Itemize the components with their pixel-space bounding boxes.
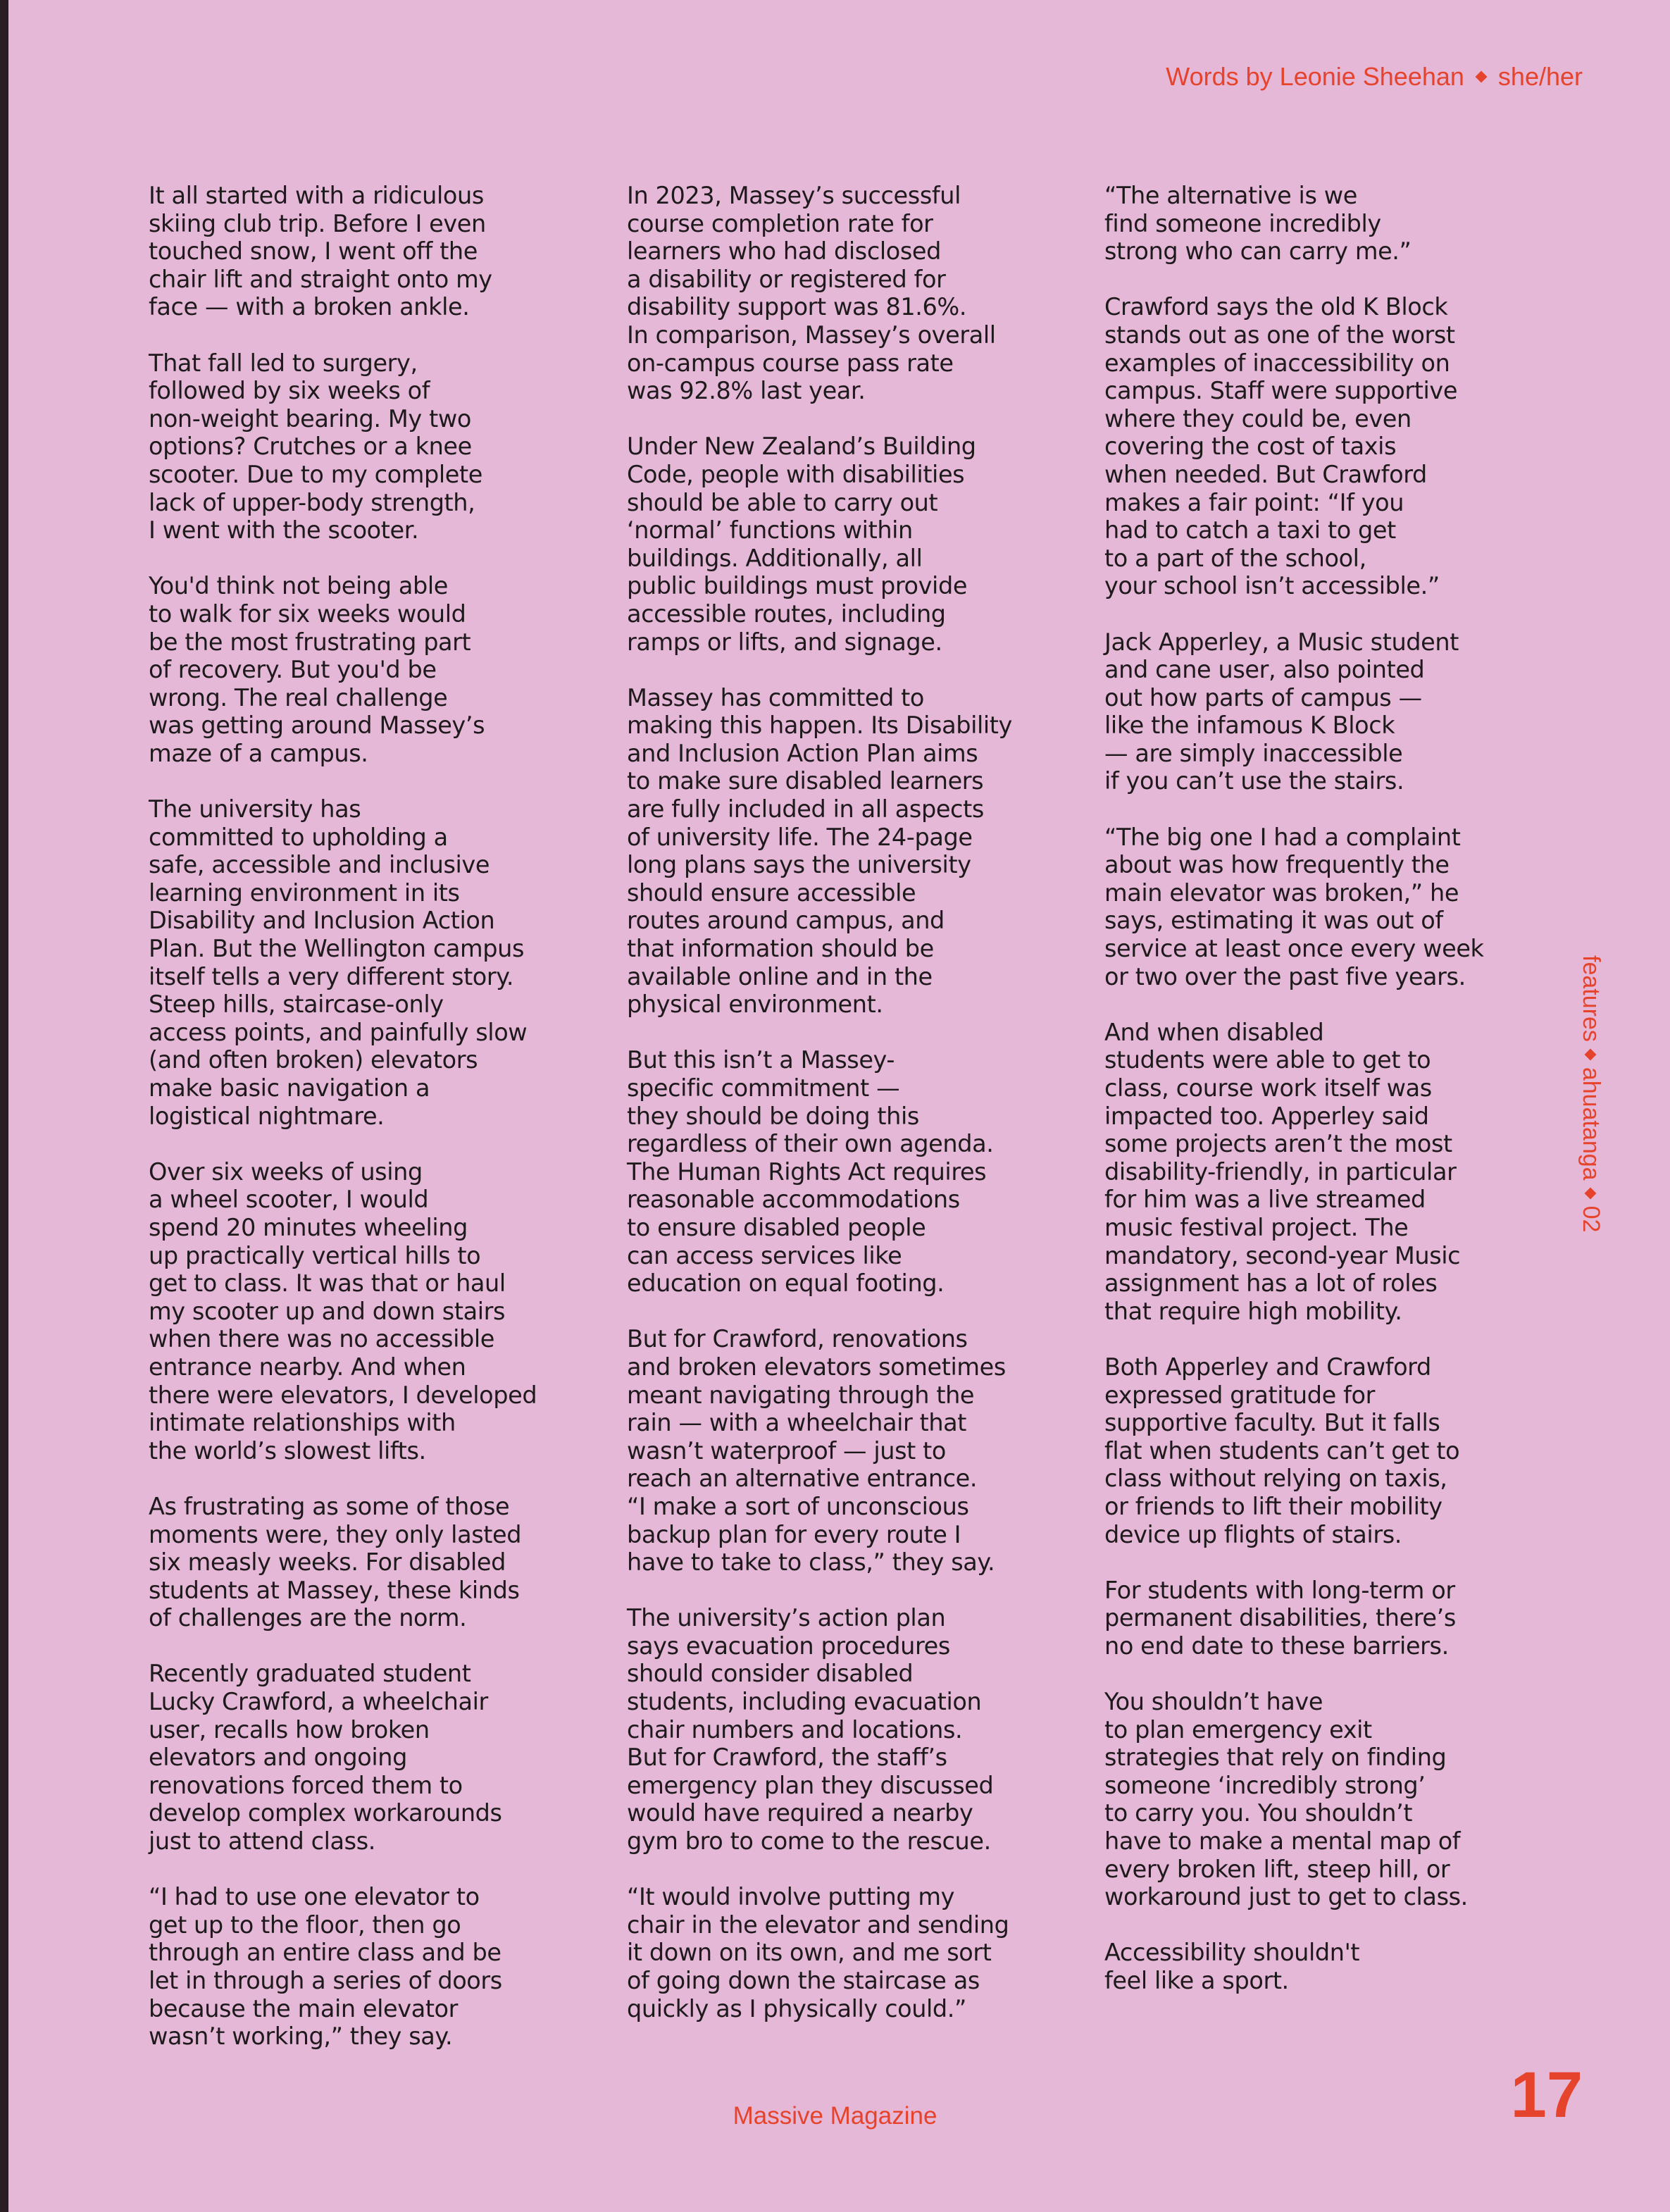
paragraph: And when disabled students were able to get to class, course work itself was impacted too. Apperley said some projects aren’t the most disability-friendly, in particular for him was a live streamed music festival project. The mandatory, second-year Music assignment has a lot of roles that require high mobility. — [1104, 1018, 1461, 1325]
author-pronouns: she/her — [1497, 62, 1583, 91]
paragraph: But for Crawford, renovations and broken elevators sometimes meant navigating through the rain — with a wheelchair that wasn’t waterproof — just to reach an alternative entrance. “I make a sort of unconscious backup plan for every route I have to take to class,” they say. — [627, 1325, 1006, 1577]
paragraph: “The alternative is we find someone incredibly strong who can carry me.” — [1104, 182, 1412, 266]
paragraph: For students with long-term or permanent disabilities, there’s no end date to these barriers. — [1104, 1576, 1456, 1660]
paragraph: Recently graduated student Lucky Crawford, a wheelchair user, recalls how broken elevators and ongoing renovations forced them to develop complex workarounds just to attend class. — [149, 1660, 502, 1856]
paragraph: It all started with a ridiculous skiing club trip. Before I even touched snow, I went off the chair lift and straight onto my face — with a broken ankle. — [149, 182, 492, 321]
section-name: features — [1578, 955, 1604, 1042]
paragraph: Under New Zealand’s Building Code, people with disabilities should be able to carry out ‘normal’ functions within buildings. Additionally, all public buildings must provide accessible routes, including ramps or lifts, and signage. — [627, 433, 976, 656]
author-credit: Words by Leonie Sheehan — [1166, 62, 1464, 91]
paragraph: “It would involve putting my chair in the elevator and sending it down on its own, and me sort of going down the staircase as quickly as I physically could.” — [627, 1883, 1009, 2023]
article-column-1 — [149, 182, 571, 2078]
paragraph: Massey has committed to making this happen. Its Disability and Inclusion Action Plan aims to make sure disabled learners are fully included in all aspects of university life. The 24-page long plans says the university should ensure accessible routes around campus, and that information should be available online and in the physical environment. — [627, 683, 1012, 1019]
section-side-label — [1577, 955, 1604, 1232]
paragraph: The university has committed to upholding a safe, accessible and inclusive learning environment in its Disability and Inclusion Action Plan. But the Wellington campus itself tells a very different story. Steep hills, staircase-only access points, and painfully slow (and often broken) elevators make basic navigation a logistical nightmare. — [149, 795, 528, 1130]
paragraph: But this isn’t a Massey- specific commitment — they should be doing this regardless of their own agenda. The Human Rights Act requires reasonable accommodations to ensure disabled people can access services like education on equal footing. — [627, 1046, 994, 1298]
paragraph: “The big one I had a complaint about was how frequently the main elevator was broken,” he says, estimating it was out of service at least once every week or two over the past five years. — [1104, 823, 1484, 990]
paragraph: Over six weeks of using a wheel scooter, I would spend 20 minutes wheeling up practically vertical hills to get to class. It was that or haul my scooter up and down stairs when there was no accessible entrance nearby. And when there were elevators, I developed intimate relationships with the world’s slowest lifts. — [149, 1157, 537, 1465]
page-spine-edge — [0, 0, 8, 2212]
page-number: 17 — [1510, 2059, 1583, 2131]
section-number: 02 — [1578, 1205, 1604, 1233]
paragraph: In 2023, Massey’s successful course completion rate for learners who had disclosed a disability or registered for disability support was 81.6%. In comparison, Massey’s overall on-campus course pass rate was 92.8% last year. — [627, 182, 996, 405]
paragraph: Both Apperley and Crawford expressed gratitude for supportive faculty. But it falls flat when students can’t get to class without relying on taxis, or friends to lift their mobility device up flights of stairs. — [1104, 1353, 1460, 1548]
subsection-name: ahuatanga — [1578, 1067, 1604, 1181]
paragraph: The university’s action plan says evacuation procedures should consider disabled students, including evacuation chair numbers and locations. But for Crawford, the staff’s emergency plan they discussed would have required a nearby gym bro to come to the rescue. — [627, 1604, 994, 1856]
diamond-bullet-icon — [1475, 71, 1487, 83]
paragraph: As frustrating as some of those moments were, they only lasted six measly weeks. For disabled students at Massey, these kinds of challenges are the norm. — [149, 1492, 522, 1632]
article-column-3 — [1104, 182, 1527, 2023]
paragraph: You shouldn’t have to plan emergency exit strategies that rely on finding someone ‘incredibly strong’ to carry you. You shouldn’t have to make a mental map of every broken lift, steep hill, or workaround just to get to class. — [1104, 1688, 1468, 1911]
paragraph: Accessibility shouldn't feel like a sport. — [1104, 1939, 1360, 1994]
paragraph: That fall led to surgery, followed by six weeks of non-weight bearing. My two options? Crutches or a knee scooter. Due to my complete lack of upper-body strength, I went with the scooter. — [149, 349, 482, 545]
paragraph: Crawford says the old K Block stands out as one of the worst examples of inaccessibility on campus. Staff were supportive where they could be, even covering the cost of taxis when needed. But Crawford makes a fair point: “If you had to catch a taxi to get to a part of the school, your school isn’t accessible.” — [1104, 293, 1458, 600]
magazine-name: Massive Magazine — [733, 2102, 937, 2130]
byline — [1166, 62, 1583, 92]
article-column-2 — [627, 182, 1049, 2051]
diamond-bullet-icon — [1585, 1187, 1597, 1199]
paragraph: “I had to use one elevator to get up to the floor, then go through an entire class and be let in through a series of doors because the main elevator wasn’t working,” they say. — [149, 1883, 502, 2051]
paragraph: You'd think not being able to walk for six weeks would be the most frustrating part of recovery. But you'd be wrong. The real challenge was getting around Massey’s maze of a campus. — [149, 572, 485, 767]
paragraph: Jack Apperley, a Music student and cane user, also pointed out how parts of campus — like the infamous K Block — are simply inaccessible if you can’t use the stairs. — [1104, 628, 1459, 795]
diamond-bullet-icon — [1585, 1048, 1597, 1060]
